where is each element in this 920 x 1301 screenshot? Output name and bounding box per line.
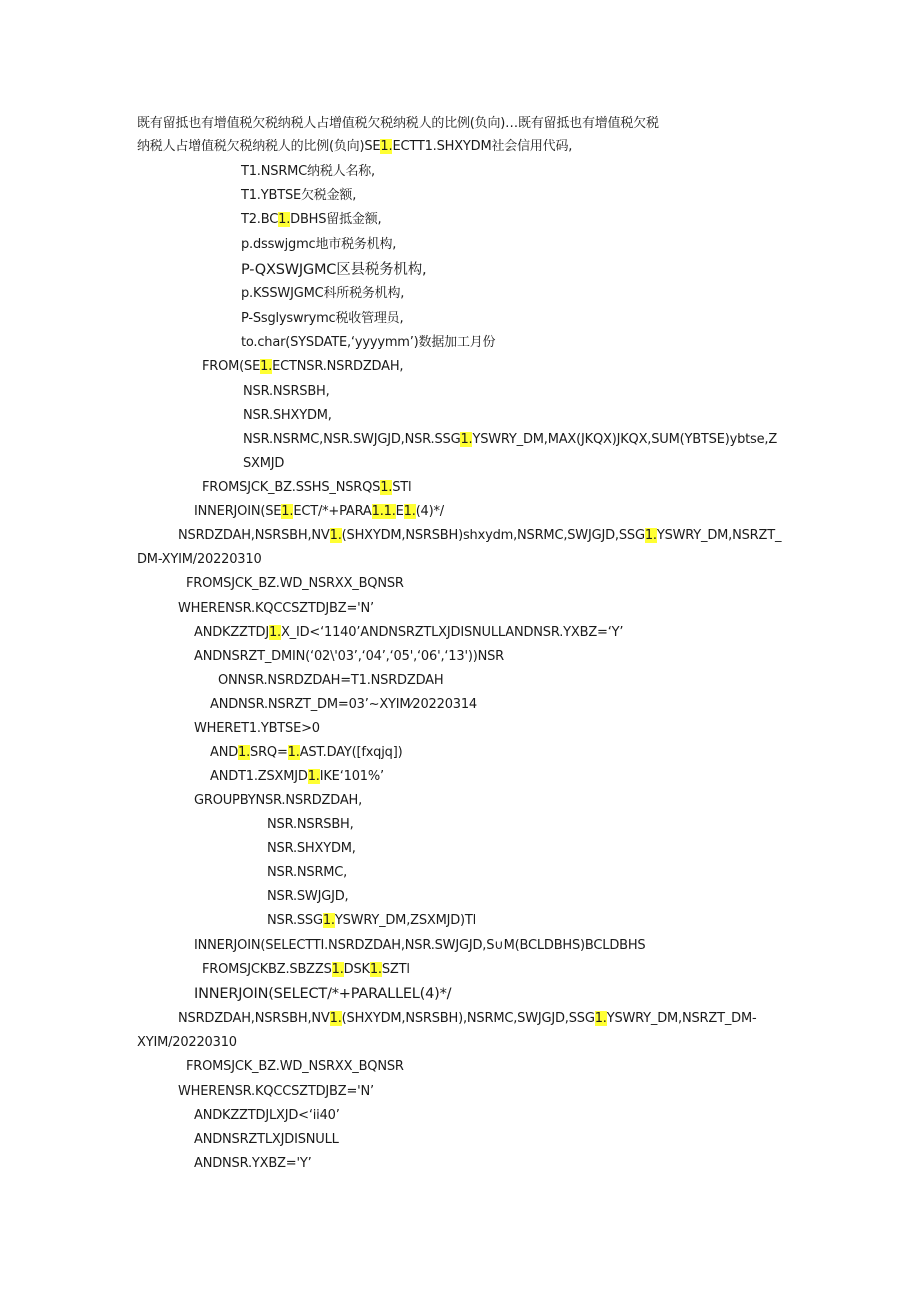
highlighted-text: 1. [287,745,300,760]
line-text: FROM(SE [202,359,261,374]
line-text: DBHS留抵金额, [290,212,382,227]
line-text: ANDNSRZT_DMIN(‘02\'03’,‘04’,‘05',‘06',‘13'))NSR [194,649,504,664]
code-line [178,1009,756,1029]
line-text: NSR.SSG [267,913,323,928]
line-text: WHERET1.YBTSE>0 [194,721,320,736]
code-line [267,911,476,931]
highlighted-text: 1. [278,212,291,227]
highlighted-text: 1. [322,913,335,928]
line-text: YSWRY_DM,MAX(JKQX)JKQX,SUM(YBTSE)ybtse,Z [472,432,778,447]
code-line [241,210,381,230]
line-text: FROMSJCKBZ.SBZZS [202,962,332,977]
line-text: XYIM/20220310 [137,1035,237,1050]
code-line [267,887,348,907]
code-line [194,984,451,1004]
line-text: X_ID<‘1140’ANDNSRZTLXJDISNULLANDNSR.YXBZ=‘Y’ [280,625,624,640]
code-line [267,839,356,859]
line-text: INNERJOIN(SE [194,504,282,519]
line-text: YSWRY_DM,NSRZT_DM- [606,1011,757,1026]
code-line [243,382,330,402]
code-line [186,574,404,594]
code-line [210,695,477,715]
highlighted-text: 1. [371,504,384,519]
line-text: NSR.NSRSBH, [267,817,354,832]
code-line [241,333,495,353]
code-line [241,309,403,329]
code-line [210,767,384,787]
highlighted-text: 1. [260,359,273,374]
line-text: ANDKZZTDJLXJD<‘ii40’ [194,1108,340,1123]
code-line [137,1033,237,1053]
line-text: SRQ= [250,745,288,760]
line-text: GROUPBYNSR.NSRDZDAH, [194,793,363,808]
highlighted-text: 1. [331,962,344,977]
highlighted-text: 1. [369,962,382,977]
line-text: FROMSJCK_BZ.WD_NSRXX_BQNSR [186,576,404,591]
code-line [137,114,659,134]
code-line [194,1130,339,1150]
code-line [194,1106,340,1126]
code-line [243,430,777,450]
highlighted-text: 1. [594,1011,607,1026]
line-text: ANDNSR.NSRZT_DM=03’~XYIM⁄20220314 [210,697,477,712]
line-text: YSWRY_DM,NSRZT_ [656,528,782,543]
line-text: FROMSJCK_BZ.SSHS_NSRQS [202,480,381,495]
code-line [194,623,623,643]
code-line [202,960,410,980]
line-text: ECTT1.SHXYDM社会信用代码, [392,139,573,154]
line-text: T1.YBTSE欠税金额, [241,188,357,203]
line-text: ECT/*+PARA [293,504,372,519]
line-text: YSWRY_DM,ZSXMJD)Tl [334,913,477,928]
line-text: WHERENSR.KQCCSZTDJBZ='N’ [178,601,374,616]
highlighted-text: 1. [281,504,294,519]
code-line [137,137,572,157]
highlighted-text: 1. [307,769,320,784]
line-text: T1.NSRMC纳税人名称, [241,164,375,179]
code-line [241,260,426,280]
code-line [267,863,347,883]
code-line [194,719,320,739]
highlighted-text: 1. [380,139,393,154]
code-line [241,162,375,182]
line-text: INNERJOIN(SELECT/*+PARALLEL(4)*/ [194,986,452,1002]
code-line [202,478,411,498]
code-line [202,357,403,377]
line-text: STl [392,480,412,495]
line-text: SZTl [381,962,410,977]
line-text: NSRDZDAH,NSRSBH,NV [178,528,330,543]
line-text: T2.BC [241,212,279,227]
line-text: IKE‘101%’ [319,769,384,784]
line-text: DSK [343,962,370,977]
line-text: SXMJD [243,456,285,471]
highlighted-text: 1. [238,745,251,760]
line-text: AND [210,745,239,760]
line-text: NSR.SWJGJD, [267,889,349,904]
code-line [267,815,354,835]
line-text: NSR.NSRMC,NSR.SWJGJD,NSR.SSG [243,432,461,447]
line-text: DM-XYIM/20220310 [137,552,262,567]
line-text: ECTNSR.NSRDZDAH, [272,359,404,374]
line-text: P-QXSWJGMC区县税务机构, [241,262,427,278]
line-text: NSR.SHXYDM, [243,408,332,423]
code-line [241,284,404,304]
code-line [186,1057,404,1077]
highlighted-text: 1. [460,432,473,447]
line-text: ANDNSRZTLXJDISNULL [194,1132,339,1147]
highlighted-text: 1. [329,528,342,543]
line-text: NSR.NSRMC, [267,865,348,880]
line-text: ANDT1.ZSXMJD [210,769,308,784]
highlighted-text: 1. [380,480,393,495]
line-text: NSR.SHXYDM, [267,841,356,856]
line-text: (SHXYDM,NSRSBH)shxydm,NSRMC,SWJGJD,SSG [341,528,645,543]
code-line [210,743,402,763]
line-text: P-Ssglyswrymc税收管理员, [241,311,404,326]
line-text: (SHXYDM,NSRSBH),NSRMC,SWJGJD,SSG [341,1011,595,1026]
code-line [194,936,645,956]
line-text: INNERJOIN(SELECTTI.NSRDZDAH,NSR.SWJGJD,S∪M(BCLDBHS)BCLDBHS [194,938,646,953]
code-line [194,647,504,667]
line-text: NSRDZDAH,NSRSBH,NV [178,1011,330,1026]
code-line [194,502,444,522]
line-text: AST.DAY([fxqjq]) [299,745,403,760]
line-text: to.char(SYSDATE,‘yyyymm’)数据加工月份 [241,335,496,350]
line-text: FROMSJCK_BZ.WD_NSRXX_BQNSR [186,1059,404,1074]
code-line [243,406,332,426]
code-line [178,599,374,619]
line-text: WHERENSR.KQCCSZTDJBZ='N’ [178,1084,374,1099]
highlighted-text: 1. [403,504,416,519]
code-line [241,235,396,255]
line-text: NSR.NSRSBH, [243,384,330,399]
line-text: (4)*/ [415,504,444,519]
line-text: ANDKZZTDJ [194,625,269,640]
code-line [218,671,443,691]
highlighted-text: 1. [329,1011,342,1026]
line-text: 既有留抵也有增值税欠税纳税人占增值税欠税纳税人的比例(负向)…既有留抵也有增值税欠税 [137,116,659,131]
highlighted-text: 1. [644,528,657,543]
line-text: p.dsswjgmc地市税务机构, [241,237,397,252]
code-line [243,454,284,474]
highlighted-text: 1. [268,625,281,640]
code-line [137,550,262,570]
code-line [194,791,362,811]
line-text: ONNSR.NSRDZDAH=T1.NSRDZDAH [218,673,444,688]
highlighted-text: 1. [383,504,396,519]
line-text: p.KSSWJGMC科所税务机构, [241,286,405,301]
line-text: E [395,504,404,519]
code-line [194,1154,312,1174]
code-line [241,186,356,206]
line-text: 纳税人占增值税欠税纳税人的比例(负向)SE [137,139,381,154]
code-line [178,1082,374,1102]
line-text: ANDNSR.YXBZ='Y’ [194,1156,312,1171]
code-line [178,526,781,546]
